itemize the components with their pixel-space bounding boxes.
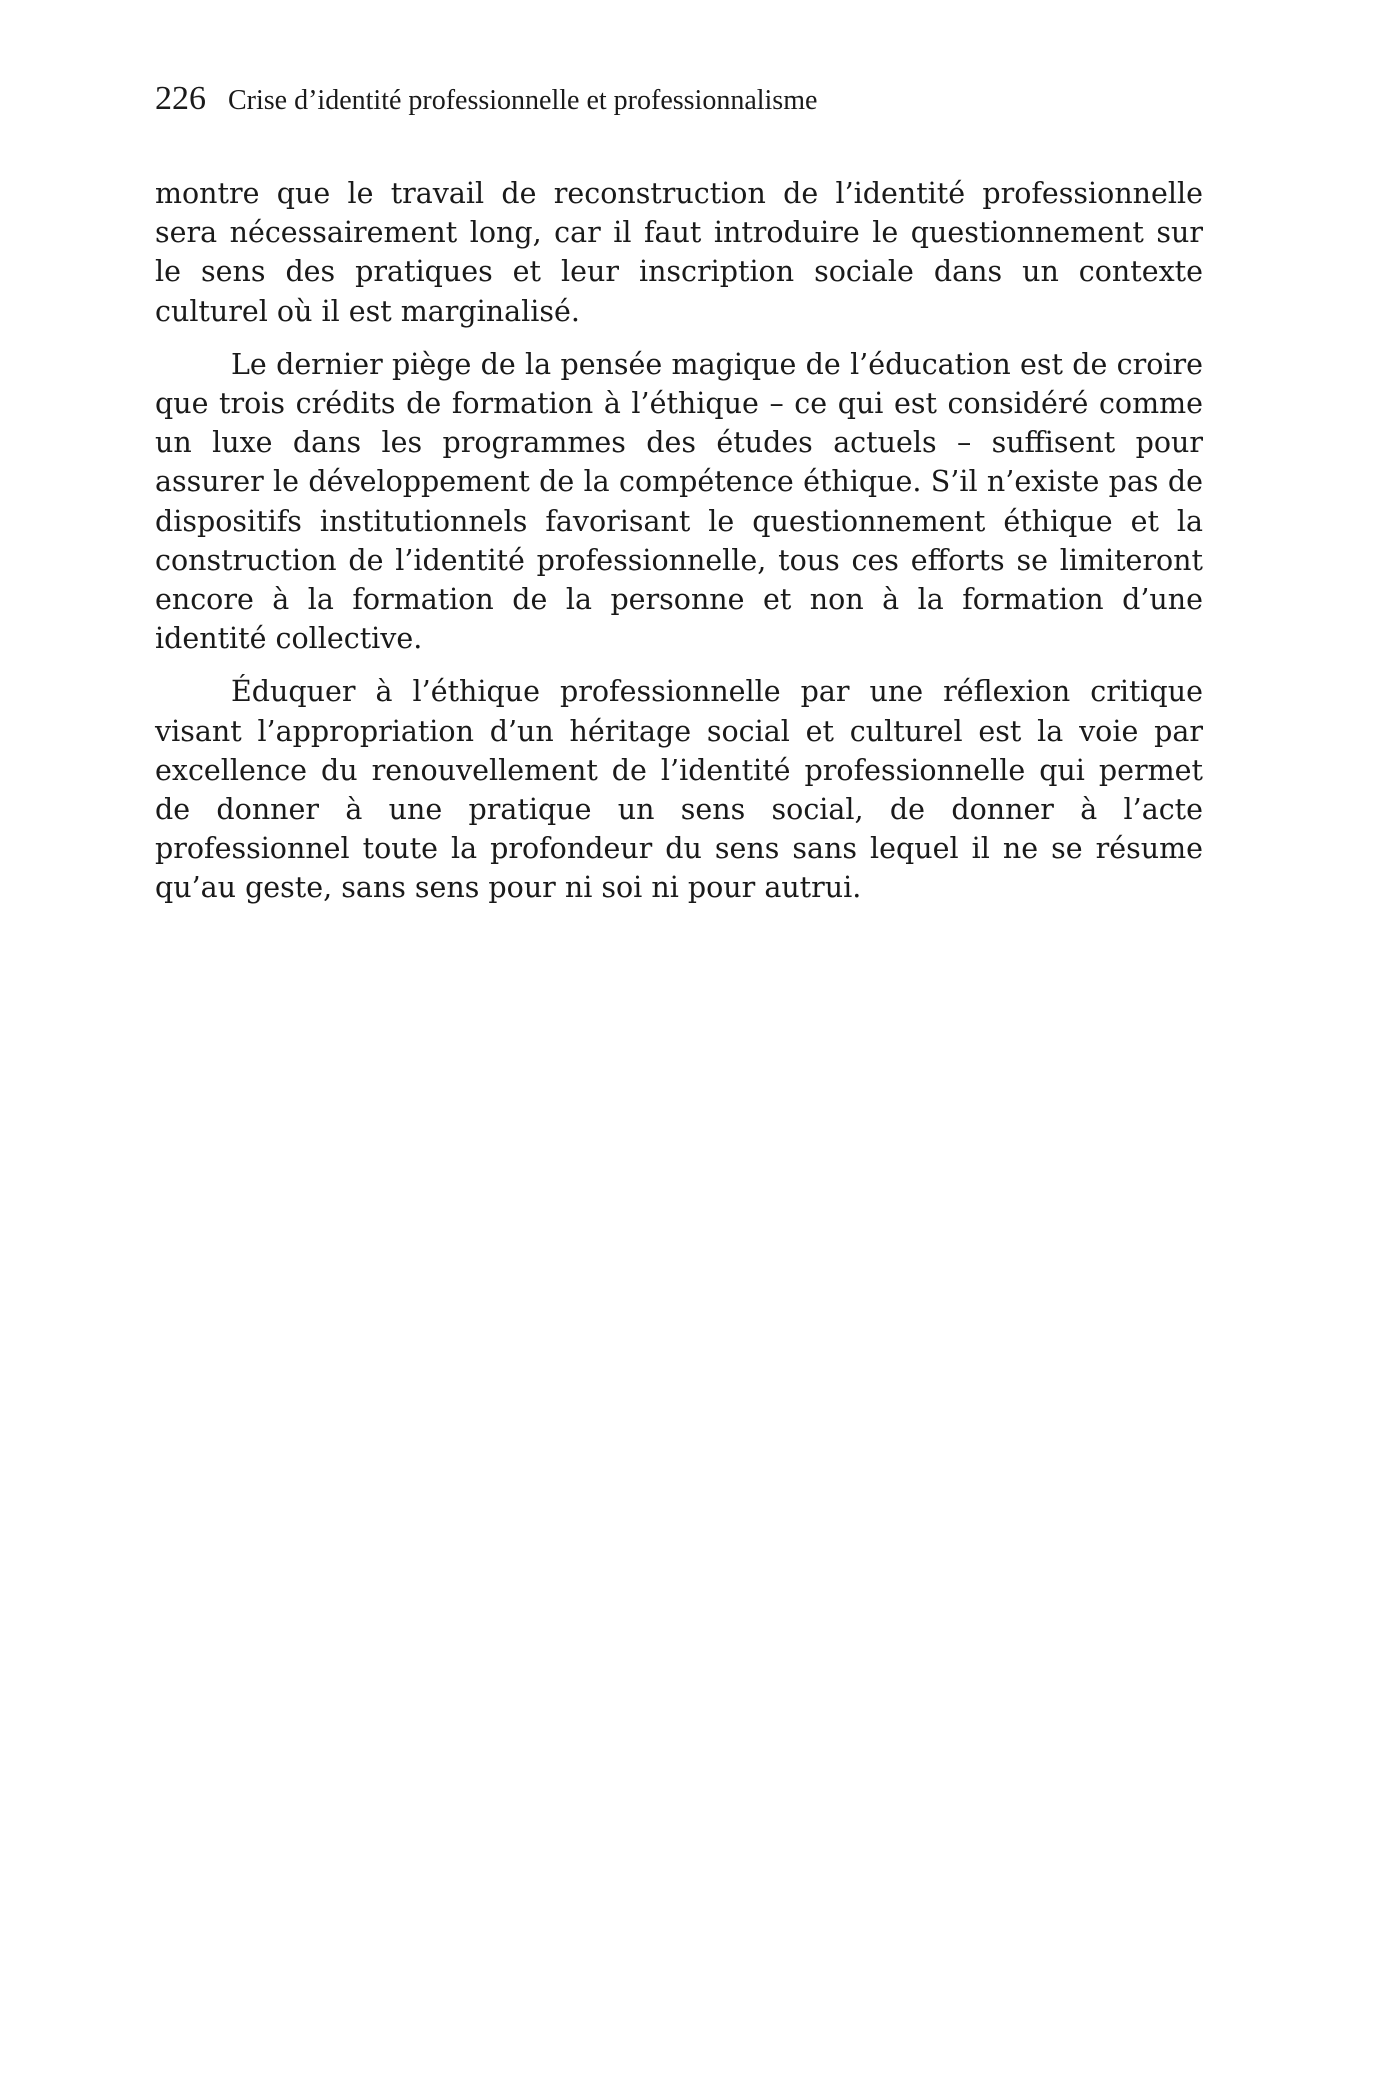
book-page — [155, 80, 1203, 922]
paragraph-3: Éduquer à l’éthique professionnelle par une réflexion critique visant l’appropriation d’un héritage social et culturel est la voie par excellence du renouvellement de l’identité professionnelle qui permet de donner à une pratique un sens social, de donner à l’acte professionnel toute la profondeur du sens sans lequel il ne se résume qu’au geste, sans sens pour ni soi ni pour autrui. — [155, 675, 1203, 905]
page-number: 226 — [155, 80, 206, 117]
running-header — [155, 80, 1203, 118]
body-text — [155, 174, 1203, 908]
paragraph-1: montre que le travail de reconstruction de l’identité professionnelle sera nécessairement long, car il faut introduire le questionnement sur le sens des pratiques et leur inscription sociale dans un contexte culturel où il est marginalisé. — [155, 177, 1203, 328]
paragraph-2: Le dernier piège de la pensée magique de l’éducation est de croire que trois crédits de formation à l’éthique – ce qui est considéré comme un luxe dans les programmes des études actuels – suffisent pour assurer le développement de la compétence éthique. S’il n’existe pas de dispositifs institutionnels favorisant le questionnement éthique et la construction de l’identité professionnelle, tous ces efforts se limiteront encore à la formation de la personne et non à la formation d’une identité collective. — [155, 347, 1203, 656]
running-header-title: Crise d’identité professionnelle et professionnalisme — [228, 85, 818, 116]
